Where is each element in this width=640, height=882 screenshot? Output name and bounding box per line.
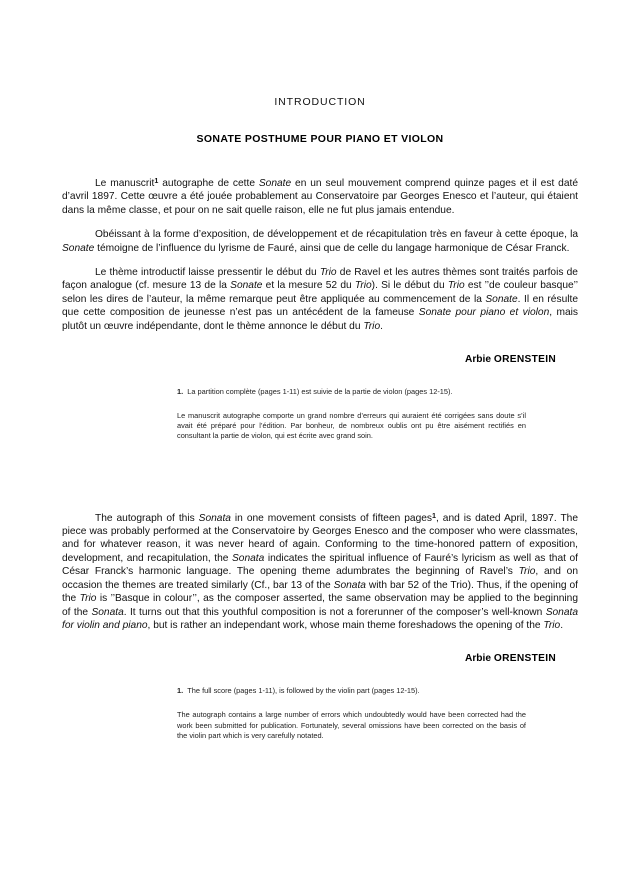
page-subtitle: SONATE POSTHUME POUR PIANO ET VIOLON	[196, 133, 444, 145]
english-p1-italic-8: Trio	[543, 619, 561, 631]
french-footnotes	[62, 387, 578, 442]
english-p1-italic-7: Sonata for violin and piano	[62, 606, 578, 631]
spacer-between-language-sections	[62, 442, 578, 512]
footnote-marker-english: 1	[432, 510, 437, 520]
french-paragraph-1	[62, 177, 578, 217]
french-p1-text-3: en un seul mouvement comprend quinze pages et il est daté d’avril 1897. Cette œuvre a été jouée probablement au Conservatoire par Georges Enesco et l’auteur, qui étaient dans la même classe, et pour on ne sait quelle raison, elle ne fut plus jamais entendue.	[62, 178, 578, 216]
french-paragraph-3	[62, 266, 578, 333]
french-p2-text-1: Obéissant à la forme d’exposition, de développement et de récapitulation très en faveur à cette époque, la	[95, 229, 578, 241]
english-p1-text-4: indicates the spiritual influence of Fauré’s lyricism as well as that of César Franck’s harmonic language. The opening theme adumbrates the beginning of Ravel’s	[62, 552, 578, 578]
french-signature	[62, 354, 578, 365]
english-p1-text-10: .	[560, 619, 564, 631]
french-p3-italic-3: Trio	[354, 280, 372, 292]
french-footnote-1	[177, 387, 526, 397]
french-p3-text-4: ). Si le début du	[371, 280, 448, 292]
english-p1-text-2: in one movement consists of fifteen pages	[230, 512, 433, 524]
english-signature	[62, 653, 578, 664]
french-p3-text-3: et la mesure 52 du	[262, 280, 355, 292]
english-footnote-1-text: The full score (pages 1-11), is followed by the violin part (pages 12-15).	[187, 686, 420, 696]
spacer-after-headings	[62, 145, 578, 177]
english-signature-surname: ORENSTEIN	[493, 653, 556, 665]
english-p1-text-6: with bar 52 of the Trio). Thus, if the opening of the	[62, 579, 578, 605]
heading-block	[62, 0, 578, 145]
english-section	[62, 512, 578, 741]
english-p1-text-8: . It turns out that this youthful composition is not a forerunner of the composer’s well-known	[123, 606, 546, 618]
english-p1-italic-4: Sonata	[333, 579, 366, 591]
french-p3-text-7: , mais plutôt un œuvre indépendante, dont le thème annonce le début du	[62, 307, 579, 332]
french-p1-italic-1: Sonate	[258, 178, 292, 189]
french-footnote-note: Le manuscrit autographe comporte un grand nombre d’erreurs qui auraient été corrigées sans doute s’il avait été préparé pour l’édition. Par bonheur, de nombreux oublis ont pu être aisément rectifiés en consultant la partie de violon, qui est écrite avec grand soin.	[177, 411, 526, 441]
french-p3-italic-4: Trio	[447, 280, 465, 292]
english-p1-text-1: The autograph of this	[95, 512, 199, 524]
french-signature-surname: ORENSTEIN	[493, 354, 556, 366]
french-p1-text-1: Le manuscrit	[95, 178, 155, 189]
french-footnote-1-text: La partition complète (pages 1-11) est suivie de la partie de violon (pages 12-15).	[187, 387, 453, 397]
french-paragraph-2	[62, 228, 578, 255]
french-p2-text-2: témoigne de l’influence du lyrisme de Fauré, ainsi que de celle du langage harmonique de César Franck.	[94, 242, 570, 254]
french-p2-italic-1: Sonate	[62, 242, 95, 254]
english-footnote-note: The autograph contains a large number of errors which undoubtedly would have been corrected had the work been submitted for publication. Fortunately, several omissions have been corrected on the basis of the violin part which is very carefully notated.	[177, 710, 526, 740]
footnote-marker-french: 1	[154, 175, 159, 185]
page-title: INTRODUCTION	[274, 96, 366, 108]
french-footnote-1-number: 1.	[177, 387, 184, 397]
french-p3-italic-5: Sonate	[485, 293, 518, 305]
french-p3-text-2: de Ravel et les autres thèmes sont traités parfois de façon analogue (cf. mesure 13 de la	[62, 267, 578, 292]
french-p3-italic-1: Trio	[319, 267, 337, 279]
english-footnote-1	[177, 686, 526, 696]
english-p1-text-9: , but is rather an independant work, whose main theme foreshadows the opening of the	[147, 619, 544, 631]
french-p3-text-1: Le thème introductif laisse pressentir le début du	[95, 267, 320, 279]
english-p1-text-3: , and is dated April, 1897. The piece was probably performed at the Conservatoire by Georges Enesco and the composer who were classmates, and for whatever reason, it was never heard of again. Conforming to the time-honored pattern of exposition, development, and recapitulation, the	[62, 512, 578, 564]
english-paragraph-1	[62, 512, 578, 633]
english-p1-italic-3: Trio	[518, 566, 536, 578]
english-footnote-1-number: 1.	[177, 686, 184, 696]
english-p1-text-5: , and on occasion the themes are treated similarly (Cf., bar 13 of the	[62, 566, 578, 591]
english-p1-italic-2: Sonata	[231, 552, 265, 564]
french-section	[62, 177, 578, 442]
french-signature-given: Arbie	[464, 354, 494, 366]
french-p3-text-6: . Il en résulte que cette composition de jeunesse n’est pas un antécédent de la fameuse	[62, 293, 578, 319]
french-p3-italic-2: Sonate	[230, 280, 263, 292]
english-p1-italic-1: Sonata	[198, 512, 231, 524]
english-signature-given: Arbie	[464, 653, 494, 665]
english-p1-italic-6: Sonata	[91, 606, 124, 618]
french-p3-text-8: .	[380, 320, 383, 332]
french-p3-text-5: est ’’de couleur basque’’ selon les dires de l’auteur, la même remarque peut être appliquée au commencement de la	[62, 280, 578, 305]
english-p1-italic-5: Trio	[79, 593, 97, 605]
english-p1-text-7: is ’’Basque in colour’’, as the composer asserted, the same observation may be applied to the beginning of the	[62, 593, 578, 618]
english-footnotes	[62, 686, 578, 741]
french-p3-italic-7: Trio	[363, 320, 381, 332]
french-p3-italic-6: Sonate pour piano et violon	[418, 307, 550, 319]
french-p1-text-2: autographe de cette	[158, 178, 259, 189]
